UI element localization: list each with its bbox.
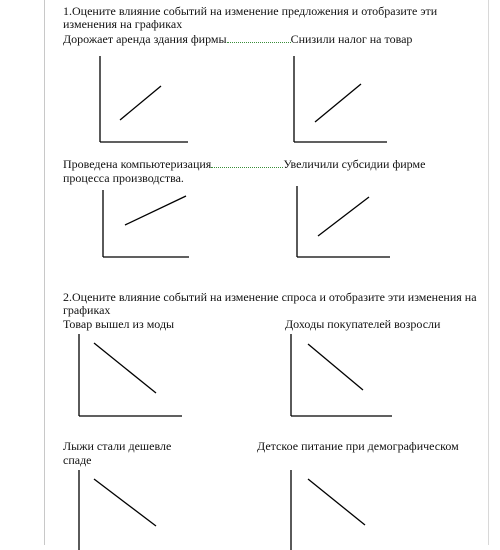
skis-label: Лыжи стали дешевле xyxy=(63,439,172,453)
rent-label: Дорожает аренда здания фирмы xyxy=(63,32,227,46)
recession-label: спаде xyxy=(63,453,92,467)
fashion-label: Товар вышел из моды xyxy=(63,317,175,331)
demand-curve xyxy=(308,344,363,390)
graph-2-supply xyxy=(292,56,387,146)
demand-curve xyxy=(94,343,156,393)
graph-7-demand xyxy=(77,470,187,550)
page-left-border xyxy=(44,0,45,545)
income-label: Доходы покупателей возросли xyxy=(285,317,441,331)
baby-food-label: Детское питание при демографическом xyxy=(257,439,459,453)
section1-item1-label xyxy=(63,33,412,46)
supply-curve xyxy=(125,196,186,225)
section1-heading: 1.Оцените влияние событий на изменение предложения и отобразите эти изменения на графиках xyxy=(63,4,438,31)
demand-curve xyxy=(308,479,365,525)
page-right-border xyxy=(488,0,489,545)
spellcheck-underline xyxy=(227,42,291,43)
graph-6-demand xyxy=(289,334,399,420)
section2-heading: 2.Оцените влияние событий на изменение спроса и отобразите эти изменения на графиках xyxy=(63,290,477,317)
graph-3-supply xyxy=(101,190,191,260)
supply-curve xyxy=(120,86,161,120)
graph-4-supply xyxy=(295,186,390,260)
tax-label: Снизили налог на товар xyxy=(290,32,413,46)
graph-5-demand xyxy=(77,334,187,420)
subsidy-label: Увеличили субсидии фирме xyxy=(283,157,426,171)
graph-8-demand xyxy=(289,470,399,550)
supply-curve xyxy=(318,197,369,236)
supply-curve xyxy=(315,84,361,122)
demand-curve xyxy=(94,479,156,526)
graph-1-supply xyxy=(98,56,188,146)
section1-item2-line2: процесса производства. xyxy=(63,171,184,185)
section1-item2-label xyxy=(63,158,425,171)
computerization-label: Проведена компьютеризация xyxy=(63,157,212,171)
spellcheck-underline xyxy=(211,167,283,168)
